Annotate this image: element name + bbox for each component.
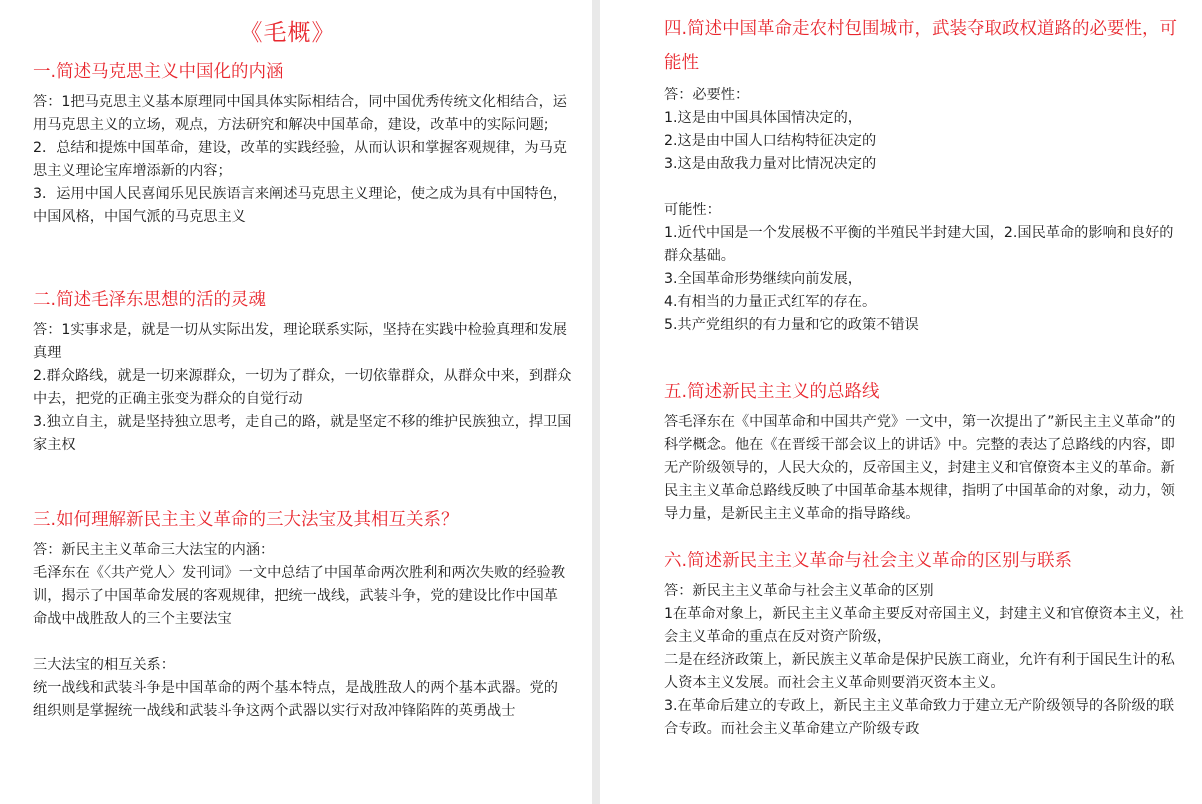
paragraph: 答：1把马克思主义基本原理同中国具体实际相结合，同中国优秀传统文化相结合，运用马克思主义的立场，观点，方法研究和解决中国革命，建设，改革中的实际问题; [33, 94, 567, 133]
document-title: 《毛概》 [239, 20, 336, 46]
paragraph: 毛泽东在《〈共产党人〉发刊词》一文中总结了中国革命两次胜利和两次失败的经验教训，揭示了中国革命发展的客观规律，把统一战线，武装斗争，党的建设比作中国革命战中战胜敌人的三个主要法宝 [33, 565, 566, 627]
paragraph: 统一战线和武装斗争是中国革命的两个基本特点，是战胜敌人的两个基本武器。党的组织则是掌握统一战线和武装斗争这两个武器以实行对敌冲锋陷阵的英勇战士 [33, 680, 558, 719]
paragraph: 1.近代中国是一个发展极不平衡的半殖民半封建大国，2.国民革命的影响和良好的群众基础。 [664, 225, 1174, 264]
paragraph: 答毛泽东在《中国革命和中国共产党》一文中，第一次提出了”新民主主义革命”的科学概念。他在《在晋绥干部会议上的讲话》中。完整的表达了总路线的内容，即无产阶级领导的，人民大众的，反帝国主义，封建主义和官僚资本主义的革命。新民主主义革命总路线反映了中国革命基本规律，指明了中国革命的对象，动力，领导力量，是新民主主义革命的指导路线。 [664, 414, 1176, 522]
section-2 [33, 285, 572, 457]
paragraph: 3.这是由敌我力量对比情况决定的 [664, 156, 877, 172]
paragraph: 2.这是由中国人口结构特征决定的 [664, 133, 877, 149]
paragraph: 3．运用中国人民喜闻乐见民族语言来阐述马克思主义理论，使之成为具有中国特色，中国风格，中国气派的马克思主义 [33, 186, 567, 225]
left-page [0, 0, 592, 804]
paragraph: 2.群众路线，就是一切来源群众，一切为了群众，一切依靠群众，从群众中来，到群众中去，把党的正确主张变为群众的自觉行动 [33, 368, 572, 407]
paragraph: 3.在革命后建立的专政上，新民主主义革命致力于建立无产阶级领导的各阶级的联合专政。而社会主义革命建立产阶级专政 [664, 698, 1175, 737]
paragraph: 三大法宝的相互关系： [33, 657, 175, 673]
section-4 [664, 12, 1184, 337]
paragraph: 二是在经济政策上，新民族主义革命是保护民族工商业，允许有利于国民生计的私人资本主义发展。而社会主义革命则要消灭资本主义。 [664, 652, 1175, 691]
paragraph: 答：1实事求是，就是一切从实际出发，理论联系实际，坚持在实践中检验真理和发展真理 [33, 322, 567, 361]
paragraph: 可能性： [664, 202, 721, 218]
paragraph: 2．总结和提炼中国革命，建设，改革的实践经验，从而认识和掌握客观规律，为马克思主义理论宝库增添新的内容； [33, 140, 567, 179]
section-3 [33, 505, 572, 723]
paragraph: 1.这是由中国具体国情决定的， [664, 110, 862, 126]
paragraph: 1在革命对象上，新民主主义革命主要反对帝国主义，封建主义和官僚资本主义，社会主义革命的重点在反对资产阶级， [664, 606, 1184, 645]
paragraph: 答：新民主主义革命三大法宝的内涵： [33, 542, 275, 558]
section-title: 二.简述毛泽东思想的活的灵魂 [33, 290, 267, 310]
section-6 [664, 546, 1184, 741]
paragraph: 答：必要性： [664, 87, 750, 103]
section-title: 六.简述新民主主义革命与社会主义革命的区别与联系 [664, 551, 1073, 571]
section-1 [33, 57, 572, 229]
paragraph: 答：新民主主义革命与社会主义革命的区别 [664, 583, 934, 599]
section-title: 五.简述新民主主义的总路线 [664, 382, 880, 402]
paragraph: 5.共产党组织的有力量和它的政策不错误 [664, 317, 919, 333]
right-page [600, 0, 1202, 804]
section-title: 四.简述中国革命走农村包围城市，武装夺取政权道路的必要性，可能性 [664, 19, 1178, 73]
paragraph: 4.有相当的力量正式红军的存在。 [664, 294, 877, 310]
section-title: 一.简述马克思主义中国化的内涵 [33, 62, 284, 82]
section-5 [664, 377, 1184, 526]
paragraph: 3.全国革命形势继续向前发展， [664, 271, 862, 287]
paragraph: 3.独立自主，就是坚持独立思考，走自己的路，就是坚定不移的维护民族独立，捍卫国家主权 [33, 414, 572, 453]
section-title: 三.如何理解新民主主义革命的三大法宝及其相互关系？ [33, 510, 459, 530]
